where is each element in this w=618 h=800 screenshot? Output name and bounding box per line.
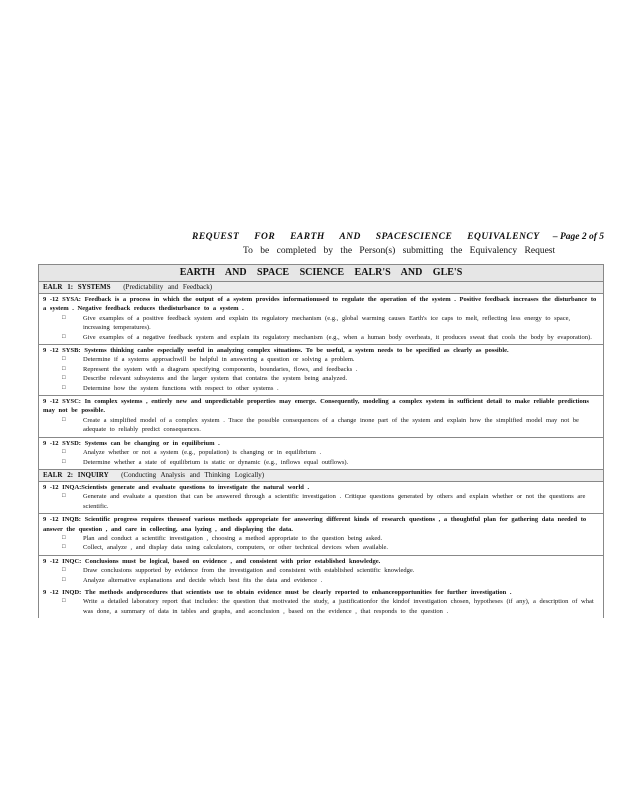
list-item: □ Give examples of a negative feedback system and explain its regulatory mechanism (e.g., when a human body overheats, it produces sweat that cools the body by evaporation).	[62, 333, 592, 341]
table-banner: EARTH AND SPACE SCIENCE EALR'S AND GLE'S	[39, 265, 603, 282]
checkbox-bullet-icon: □	[62, 534, 66, 541]
ealr1-subtitle: (Predictability and Feedback)	[123, 283, 213, 291]
page-indicator: – Page 2 of 5	[552, 232, 604, 242]
list-item: □ Write a detailed laboratory report that includes: the question that motivated the study, a justificationfor the kindof investigation chosen, hypotheses (if any), a description of what was done, a summary of data in tables and graphs, and aconclusion , based on the evidence , that responds to the question .	[62, 598, 594, 615]
checkbox-bullet-icon: □	[62, 493, 66, 500]
list-item: □ Analyze whether or not a system (e.g., population) is changing or in equilibrium .	[62, 449, 322, 457]
standard-text: 9 -12 SYSA: Feedback is a process in which the output of a system provides informationused to regulate the operation of the system . Positive feedback increases the disturbance to a system . Negative feedback reduces thedisturbance to a system .	[43, 296, 597, 313]
checkbox-bullet-icon: □	[62, 375, 66, 382]
standard-text: 9 -12 INQB: Scientific progress requires theuseof various methods appropriate for answering different kinds of research questions , a thoughtful plan for gathering data needed to answer the question , and care in collecting, ana lyzing , and displaying the data.	[43, 516, 587, 533]
request-title: REQUEST FOR EARTH AND SPACESCIENCE EQUIVALENCY	[192, 232, 540, 242]
checkbox-bullet-icon: □	[62, 576, 66, 583]
standard-text: 9 -12 SYSD: Systems can be changing or in equilibrium .	[43, 439, 220, 447]
list-item: □ Represent the system with a diagram specifying components, boundaries, flows, and feedbacks .	[62, 365, 358, 373]
standard-inqa	[39, 482, 603, 514]
ealr1-label: EALR 1: SYSTEMS	[43, 283, 111, 291]
checkbox-bullet-icon: □	[62, 567, 66, 574]
list-item: □ Determine if a systems approachwill be helpful in answering a question or solving a problem.	[62, 356, 355, 364]
checkbox-bullet-icon: □	[62, 384, 66, 391]
list-item: □ Create a simplified model of a complex system . Trace the possible consequences of a change inone part of the system and explain how the simplified model may not be adequate to reliably predict consequences.	[62, 416, 579, 434]
request-subtitle: To be completed by the Person(s) submitting the Equivalency Request	[243, 246, 556, 256]
standard-sysd	[39, 438, 603, 470]
ealr2-subtitle: (Conducting Analysis and Thinking Logically)	[121, 470, 265, 479]
standard-inqd	[39, 587, 603, 618]
ealr-gle-table	[38, 264, 604, 618]
checkbox-bullet-icon: □	[62, 449, 66, 456]
list-item: □ Describe relevant subsystems and the larger system that contains the system being analyzed.	[62, 375, 348, 383]
list-item: □ Determine how the system functions with respect to other systems .	[62, 384, 279, 392]
standard-inqc	[39, 556, 603, 587]
list-item: □ Generate and evaluate a question that can be answered through a scientific investigation . Critique questions generated by others and explain whether or not the questions are scientific.	[62, 493, 586, 510]
list-item: □ Collect, analyze , and display data using calculators, computers, or other technical devices when available.	[62, 544, 389, 552]
ealr1-header	[39, 282, 603, 294]
standard-text: 9 -12 SYSB: Systems thinking canbe especially useful in analyzing complex situations. To be useful, a system needs to be specified as clearly as possible.	[43, 347, 509, 355]
standard-sysc	[39, 396, 603, 438]
checkbox-bullet-icon: □	[62, 544, 66, 551]
checkbox-bullet-icon: □	[62, 416, 66, 423]
ealr2-header	[39, 470, 603, 482]
standard-text: 9 -12 SYSC: In complex systems , entirely new and unpredictable properties may emerge. Consequently, modeling a complex system in sufficient detail to make reliable predictions may not be possible.	[43, 398, 589, 415]
list-item: □ Plan and conduct a scientific investigation , choosing a method appropriate to the question being asked.	[62, 534, 383, 542]
standard-sysa	[39, 294, 603, 345]
list-item: □ Analyze alternative explanations and decide which best fits the data and evidence .	[62, 576, 323, 584]
ealr2-label: EALR 2: INQUIRY	[43, 470, 109, 479]
request-title-line	[192, 232, 604, 242]
standard-text: 9 -12 INQC: Conclusions must be logical, based on evidence , and consistent with prior established knowledge.	[43, 557, 381, 565]
standard-text: 9 -12 INQD: The methods andprocedures that scientists use to obtain evidence must be clearly reported to enhanceopportunities for further investigation .	[43, 588, 512, 596]
standard-sysb	[39, 345, 603, 396]
checkbox-bullet-icon: □	[62, 314, 66, 321]
list-item: □ Draw conclusions supported by evidence from the investigation and consistent with established scientific knowledge.	[62, 567, 415, 575]
checkbox-bullet-icon: □	[62, 365, 66, 372]
checkbox-bullet-icon: □	[62, 458, 66, 465]
checkbox-bullet-icon: □	[62, 333, 66, 340]
list-item: □ Give examples of a positive feedback system and explain its regulatory mechanism (e.g., global warming causes Earth's ice caps to melt, reflecting less energy to space, increasing temperatures).	[62, 314, 571, 332]
standard-text: 9 -12 INQA:Scientists generate and evaluate questions to investigate the natural world .	[43, 483, 310, 491]
checkbox-bullet-icon: □	[62, 598, 66, 605]
list-item: □ Determine whether a state of equilibrium is static or dynamic (e.g., inflows equal outflows).	[62, 458, 349, 466]
checkbox-bullet-icon: □	[62, 356, 66, 363]
standard-inqb	[39, 514, 603, 556]
